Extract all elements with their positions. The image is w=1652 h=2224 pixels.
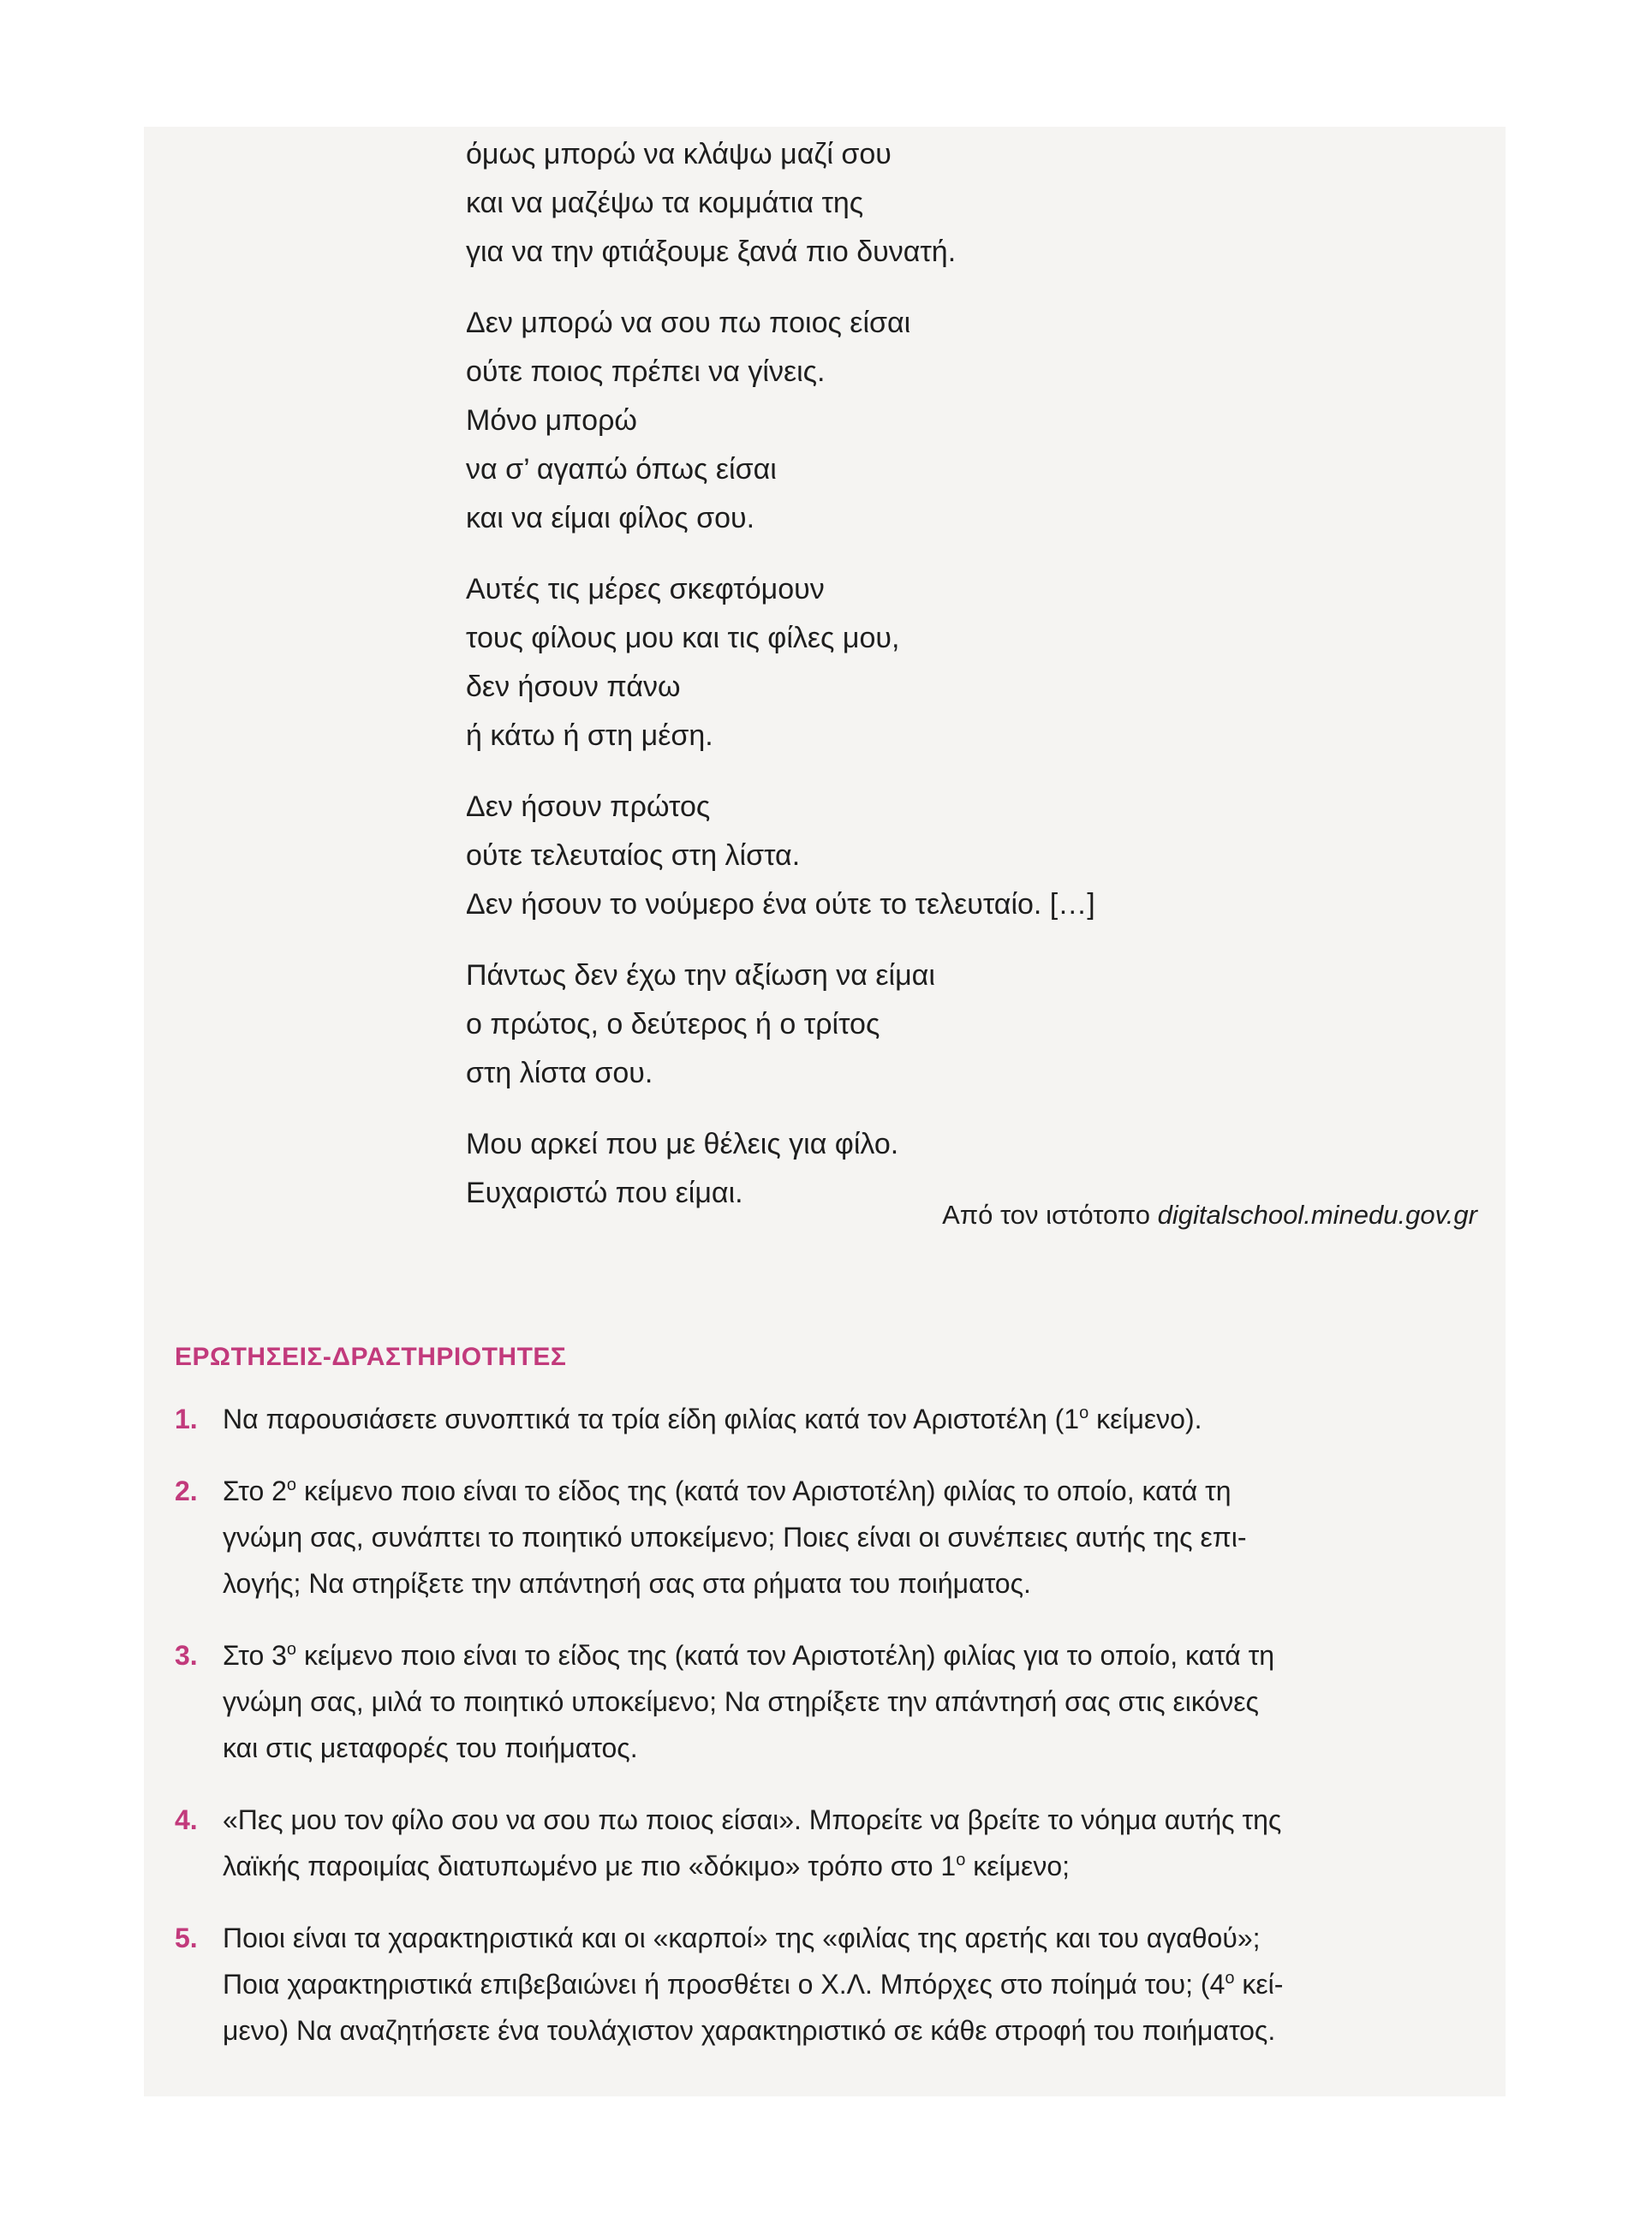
question-item bbox=[175, 1468, 1476, 1607]
section-title: ΕΡΩΤΗΣΕΙΣ-ΔΡΑΣΤΗΡΙΟΤΗΤΕΣ bbox=[175, 1343, 567, 1371]
poem-line: Δεν ήσουν πρώτος bbox=[466, 790, 711, 823]
poem-stanza bbox=[466, 565, 1494, 760]
question-text: «Πες μου τον φίλο σου να σου πω ποιος είσαι». Μπορείτε να βρείτε το νόημα αυτής της bbox=[223, 1804, 1282, 1835]
poem-line: ούτε τελευταίος στη λίστα. bbox=[466, 839, 801, 872]
question-item bbox=[175, 1915, 1476, 2054]
poem-stanza bbox=[466, 783, 1494, 929]
poem-line: Αυτές τις μέρες σκεφτόμουν bbox=[466, 573, 825, 605]
poem-line: να σ’ αγαπώ όπως είσαι bbox=[466, 453, 777, 486]
question-line bbox=[223, 2007, 1476, 2054]
question-text: κεί- bbox=[1234, 1969, 1284, 2000]
question-line bbox=[223, 1797, 1476, 1843]
question-text: Ποια χαρακτηριστικά επιβεβαιώνει ή προσθέτει ο Χ.Λ. Μπόρχες στο ποίημά του; (4 bbox=[223, 1969, 1226, 2000]
question-number: 2. bbox=[175, 1476, 198, 1506]
poem-line: για να την φτιάξουμε ξανά πιο δυνατή. bbox=[466, 236, 957, 268]
question-line bbox=[223, 1725, 1476, 1771]
ordinal-superscript: ο bbox=[286, 1640, 297, 1659]
source-prefix: Από τον ιστότοπο bbox=[942, 1200, 1158, 1230]
question-line bbox=[223, 1560, 1476, 1607]
question-number: 1. bbox=[175, 1404, 198, 1434]
poem-line: ή κάτω ή στη μέση. bbox=[466, 719, 713, 752]
ordinal-superscript: ο bbox=[1079, 1404, 1089, 1422]
source-citation bbox=[942, 1197, 1477, 1233]
poem-line: Ευχαριστώ που είμαι. bbox=[466, 1177, 743, 1209]
question-line bbox=[223, 1961, 1476, 2007]
question-line bbox=[223, 1468, 1476, 1514]
question-line bbox=[223, 1915, 1476, 1961]
poem-line: δεν ήσουν πάνω bbox=[466, 671, 681, 703]
poem bbox=[466, 130, 1494, 1240]
ordinal-superscript: ο bbox=[286, 1476, 297, 1494]
poem-line: και να μαζέψω τα κομμάτια της bbox=[466, 187, 864, 219]
ordinal-superscript: ο bbox=[1225, 1969, 1235, 1988]
poem-stanza bbox=[466, 951, 1494, 1098]
poem-line: ο πρώτος, ο δεύτερος ή ο τρίτος bbox=[466, 1008, 880, 1040]
question-item bbox=[175, 1396, 1476, 1442]
question-text: και στις μεταφορές του ποιήματος. bbox=[223, 1732, 638, 1763]
question-item bbox=[175, 1797, 1476, 1889]
question-line bbox=[223, 1678, 1476, 1725]
question-number: 4. bbox=[175, 1804, 198, 1835]
poem-line: Μου αρκεί που με θέλεις για φίλο. bbox=[466, 1128, 899, 1160]
question-line bbox=[223, 1843, 1476, 1889]
ordinal-superscript: ο bbox=[956, 1851, 966, 1869]
question-line bbox=[223, 1396, 1476, 1442]
question-text: λογής; Να στηρίξετε την απάντησή σας στα ρήματα του ποιήματος. bbox=[223, 1568, 1031, 1599]
question-text: κείμενο ποιο είναι το είδος της (κατά τον Αριστοτέλη) φιλίας το οποίο, κατά τη bbox=[296, 1476, 1232, 1506]
question-text: Στο 2 bbox=[223, 1476, 287, 1506]
question-number: 3. bbox=[175, 1640, 198, 1671]
question-number: 5. bbox=[175, 1923, 198, 1953]
poem-stanza bbox=[466, 130, 1494, 277]
question-text: γνώμη σας, μιλά το ποιητικό υποκείμενο; Να στηρίξετε την απάντησή σας στις εικόνες bbox=[223, 1686, 1259, 1717]
question-text: γνώμη σας, συνάπτει το ποιητικό υποκείμενο; Ποιες είναι οι συνέπειες αυτής της επι- bbox=[223, 1522, 1247, 1553]
question-text: Να παρουσιάσετε συνοπτικά τα τρία είδη φιλίας κατά τον Αριστοτέλη (1 bbox=[223, 1404, 1080, 1434]
source-site: digitalschool.minedu.gov.gr bbox=[1157, 1200, 1477, 1230]
question-text: κείμενο). bbox=[1088, 1404, 1202, 1434]
question-text: Ποιοι είναι τα χαρακτηριστικά και οι «καρποί» της «φιλίας της αρετής και του αγαθού»; bbox=[223, 1923, 1261, 1953]
poem-line: Δεν μπορώ να σου πω ποιος είσαι bbox=[466, 307, 911, 339]
questions-list bbox=[175, 1396, 1476, 2079]
poem-line: και να είμαι φίλος σου. bbox=[466, 502, 755, 534]
poem-line: όμως μπορώ να κλάψω μαζί σου bbox=[466, 138, 892, 170]
question-text: κείμενο; bbox=[965, 1851, 1070, 1881]
question-text: Στο 3 bbox=[223, 1640, 287, 1671]
question-text: κείμενο ποιο είναι το είδος της (κατά τον Αριστοτέλη) φιλίας για το οποίο, κατά τη bbox=[296, 1640, 1275, 1671]
question-line bbox=[223, 1632, 1476, 1678]
poem-line: στη λίστα σου. bbox=[466, 1057, 653, 1089]
poem-line: Μόνο μπορώ bbox=[466, 404, 637, 437]
question-text: μενο) Να αναζητήσετε ένα τουλάχιστον χαρακτηριστικό σε κάθε στροφή του ποιήματος. bbox=[223, 2015, 1276, 2046]
question-line bbox=[223, 1514, 1476, 1560]
poem-line: τους φίλους μου και τις φίλες μου, bbox=[466, 622, 900, 654]
poem-stanza bbox=[466, 299, 1494, 543]
poem-line: Πάντως δεν έχω την αξίωση να είμαι bbox=[466, 959, 935, 992]
poem-line: ούτε ποιος πρέπει να γίνεις. bbox=[466, 355, 826, 388]
question-item bbox=[175, 1632, 1476, 1771]
question-text: λαϊκής παροιμίας διατυπωμένο με πιο «δόκιμο» τρόπο στο 1 bbox=[223, 1851, 957, 1881]
poem-line: Δεν ήσουν το νούμερο ένα ούτε το τελευταίο. […] bbox=[466, 888, 1095, 921]
